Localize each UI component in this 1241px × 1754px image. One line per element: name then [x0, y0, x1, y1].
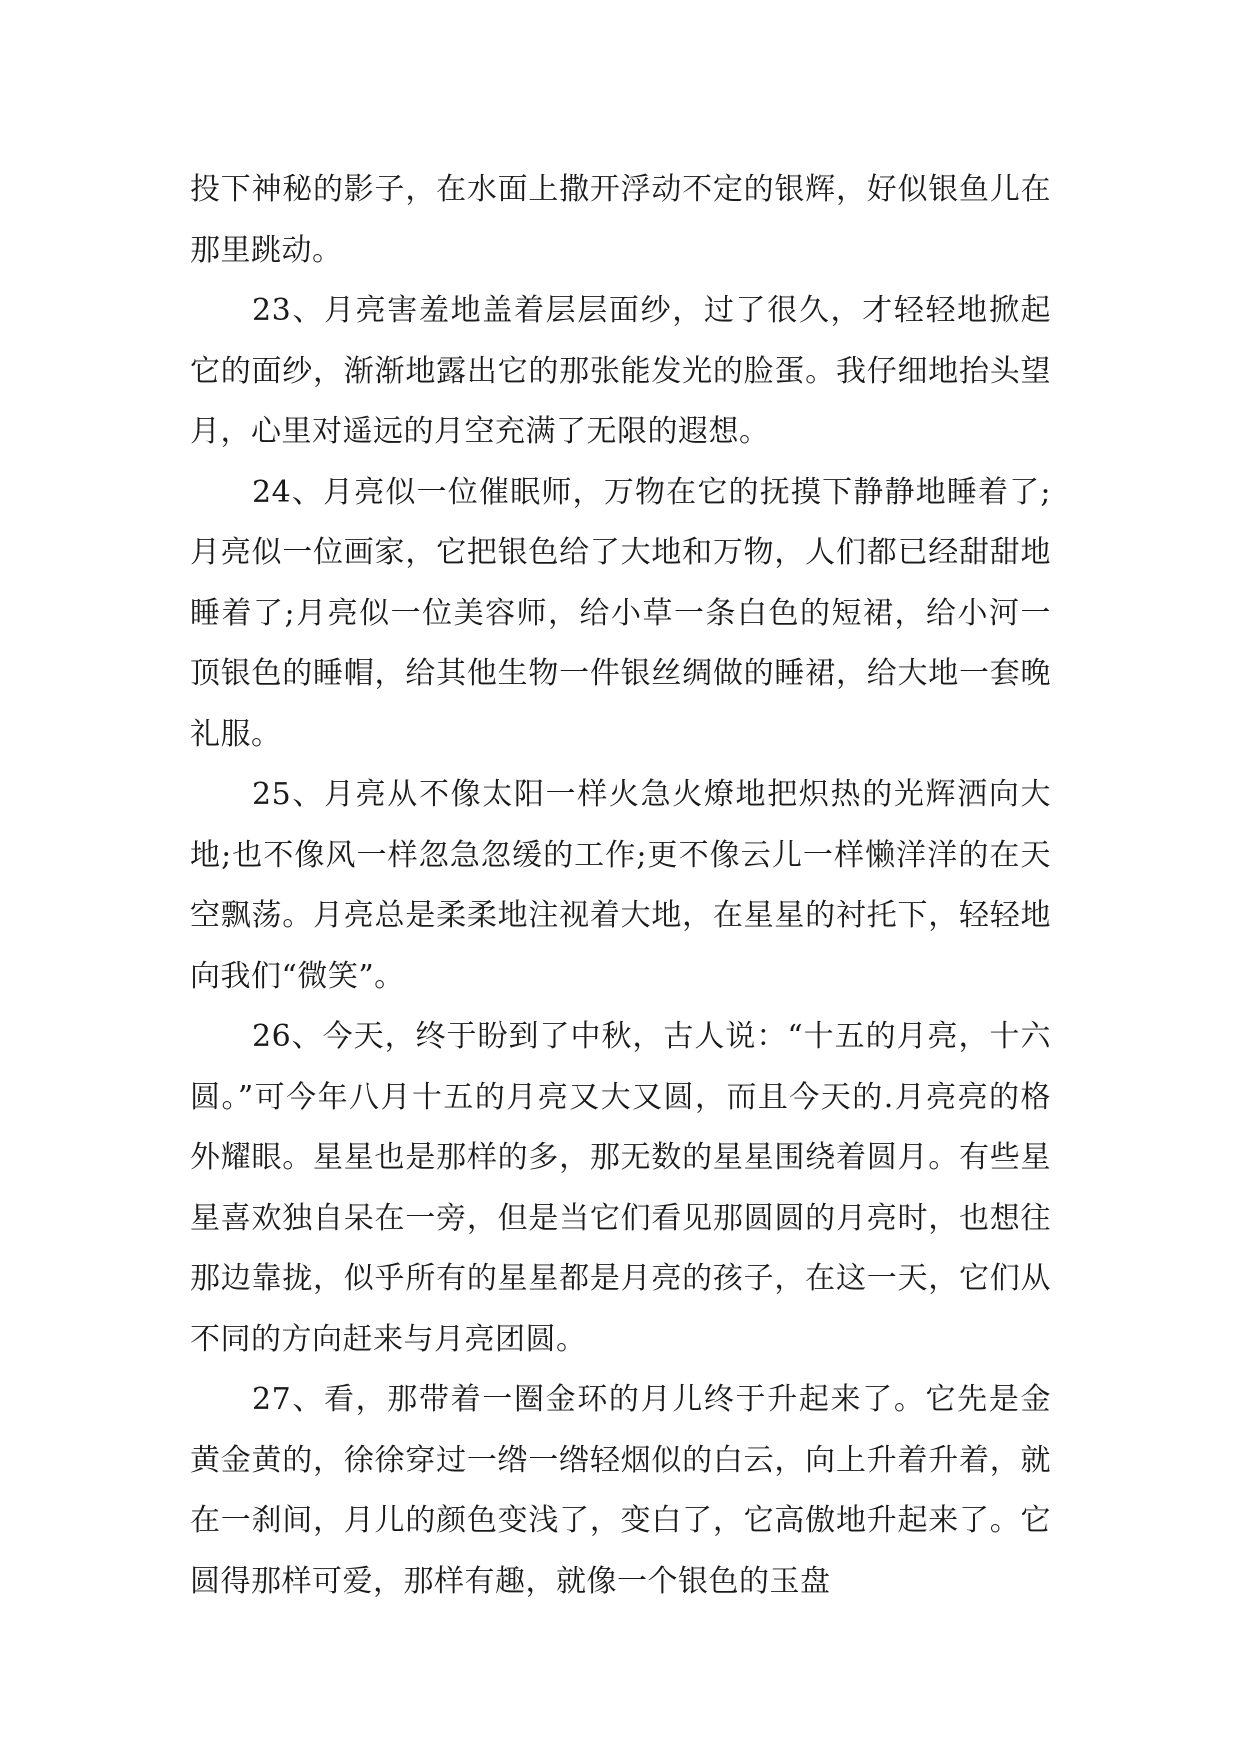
document-page: [190, 160, 1051, 1612]
paragraph-22-continued: 投下神秘的影子，在水面上撒开浮动不定的银辉，好似银鱼儿在那里跳动。: [190, 172, 1051, 268]
paragraph-24: 24、月亮似一位催眠师，万物在它的抚摸下静静地睡着了;月亮似一位画家，它把银色给了大地和万物，人们都已经甜甜地睡着了;月亮似一位美容师，给小草一条白色的短裙，给小河一顶银色的睡帽，给其他生物一件银丝绸做的睡裙，给大地一套晚礼服。: [190, 474, 1051, 752]
paragraph-23: 23、月亮害羞地盖着层层面纱，过了很久，才轻轻地掀起它的面纱，渐渐地露出它的那张能发光的脸蛋。我仔细地抬头望月，心里对遥远的月空充满了无限的遐想。: [190, 293, 1051, 449]
paragraph-27: 27、看，那带着一圈金环的月儿终于升起来了。它先是金黄金黄的，徐徐穿过一绺一绺轻烟似的白云，向上升着升着，就在一刹间，月儿的颜色变浅了，变白了，它高傲地升起来了。它圆得那样可爱，那样有趣，就像一个银色的玉盘: [190, 1382, 1051, 1599]
paragraph-25: 25、月亮从不像太阳一样火急火燎地把炽热的光辉洒向大地;也不像风一样忽急忽缓的工作;更不像云儿一样懒洋洋的在天空飘荡。月亮总是柔柔地注视着大地，在星星的衬托下，轻轻地向我们“微笑”。: [190, 777, 1051, 994]
paragraph-26: 26、今天，终于盼到了中秋，古人说：“十五的月亮，十六圆。”可今年八月十五的月亮又大又圆，而且今天的.月亮亮的格外耀眼。星星也是那样的多，那无数的星星围绕着圆月。有些星星喜欢独自呆在一旁，但是当它们看见那圆圆的月亮时，也想往那边靠拢，似乎所有的星星都是月亮的孩子，在这一天，它们从不同的方向赶来与月亮团圆。: [190, 1019, 1051, 1357]
